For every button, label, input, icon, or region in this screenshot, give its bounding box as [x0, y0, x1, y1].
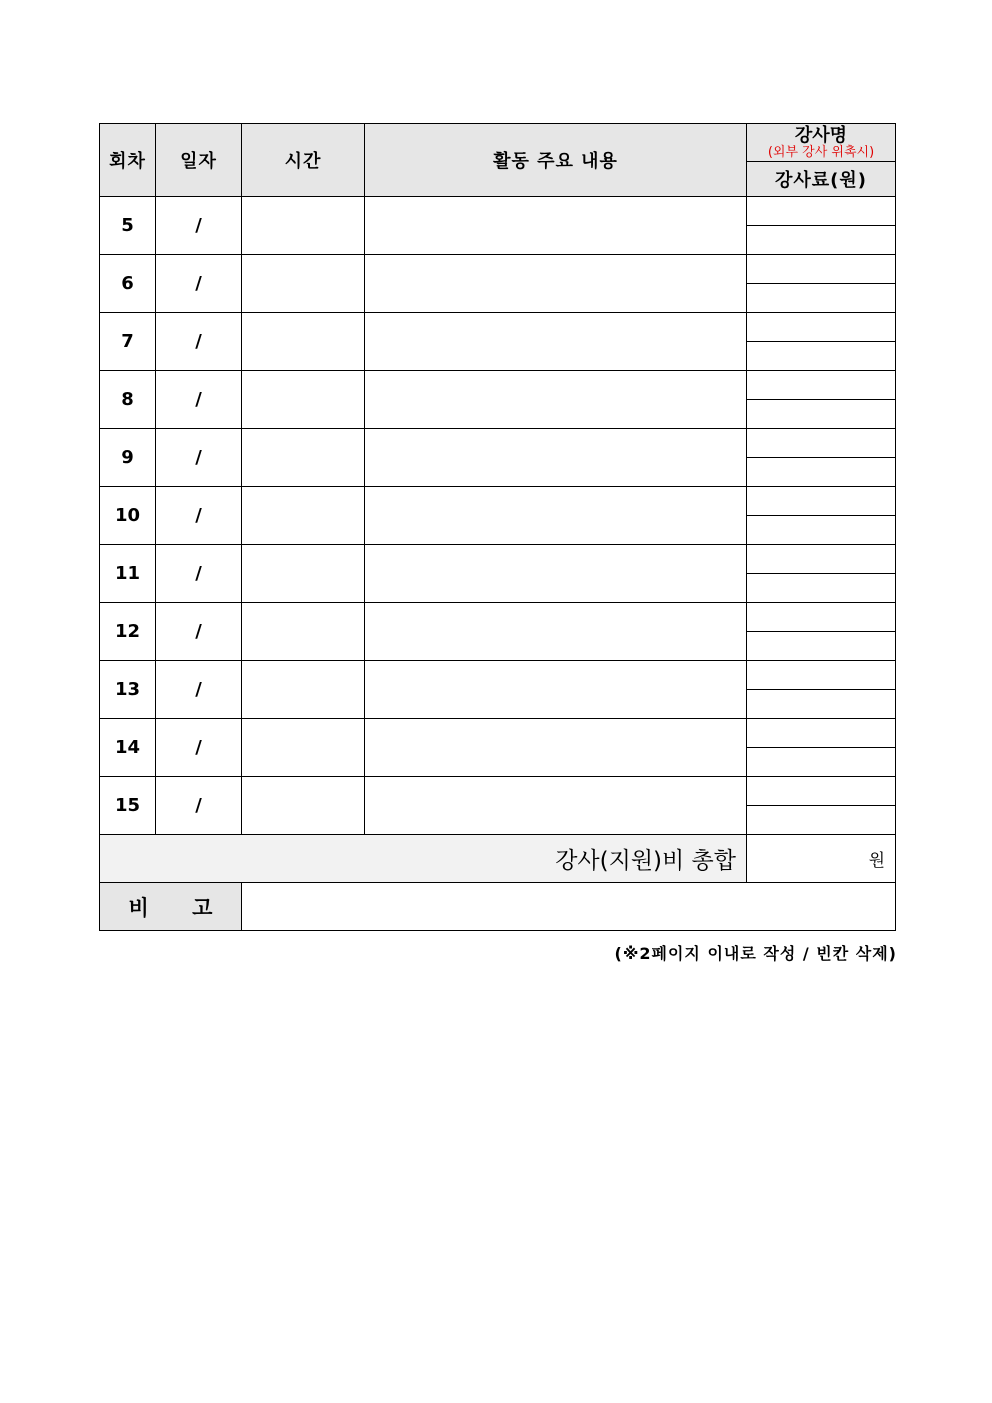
activity-cell[interactable]: [365, 487, 747, 545]
date-cell[interactable]: /: [156, 777, 242, 835]
instructor-name-cell[interactable]: [747, 429, 896, 458]
instructor-fee-cell[interactable]: [747, 342, 896, 371]
instructor-name-cell[interactable]: [747, 545, 896, 574]
activity-cell[interactable]: [365, 603, 747, 661]
time-cell[interactable]: [242, 197, 365, 255]
instructor-name-cell[interactable]: [747, 197, 896, 226]
session-row: [100, 719, 896, 748]
time-cell[interactable]: [242, 661, 365, 719]
header-activity: 활동 주요 내용: [365, 124, 747, 197]
instructor-fee-cell[interactable]: [747, 400, 896, 429]
session-row: [100, 197, 896, 226]
instructor-fee-cell[interactable]: [747, 748, 896, 777]
time-cell[interactable]: [242, 719, 365, 777]
session-row: [100, 313, 896, 342]
date-cell[interactable]: /: [156, 545, 242, 603]
header-row: [100, 124, 896, 162]
session-number-cell: 7: [100, 313, 156, 371]
instructor-fee-cell[interactable]: [747, 574, 896, 603]
remarks-cell[interactable]: [242, 883, 896, 931]
time-cell[interactable]: [242, 777, 365, 835]
header-date: 일자: [156, 124, 242, 197]
date-cell[interactable]: /: [156, 197, 242, 255]
total-label: 강사(지원)비 총합: [100, 835, 747, 883]
session-number-cell: 14: [100, 719, 156, 777]
session-row: [100, 371, 896, 400]
instructor-name-cell[interactable]: [747, 255, 896, 284]
instructor-fee-cell[interactable]: [747, 284, 896, 313]
remarks-label: 비 고: [100, 883, 242, 931]
session-number-cell: 9: [100, 429, 156, 487]
activity-plan-sheet: [99, 123, 895, 931]
session-number-cell: 10: [100, 487, 156, 545]
session-row: [100, 429, 896, 458]
instructor-fee-cell[interactable]: [747, 458, 896, 487]
time-cell[interactable]: [242, 313, 365, 371]
date-cell[interactable]: /: [156, 603, 242, 661]
session-number-cell: 6: [100, 255, 156, 313]
instructor-name-cell[interactable]: [747, 313, 896, 342]
footer-note: (※2페이지 이내로 작성 / 빈칸 삭제): [614, 944, 897, 963]
total-amount-cell[interactable]: 원: [747, 835, 896, 883]
instructor-name-cell[interactable]: [747, 719, 896, 748]
activity-cell[interactable]: [365, 719, 747, 777]
time-cell[interactable]: [242, 603, 365, 661]
session-number-cell: 12: [100, 603, 156, 661]
session-number-cell: 15: [100, 777, 156, 835]
activity-cell[interactable]: [365, 429, 747, 487]
activity-cell[interactable]: [365, 371, 747, 429]
header-instructor: [747, 124, 896, 162]
session-number-cell: 5: [100, 197, 156, 255]
instructor-fee-cell[interactable]: [747, 690, 896, 719]
instructor-fee-cell[interactable]: [747, 632, 896, 661]
activity-cell[interactable]: [365, 313, 747, 371]
date-cell[interactable]: /: [156, 661, 242, 719]
instructor-name-cell[interactable]: [747, 371, 896, 400]
session-row: [100, 603, 896, 632]
time-cell[interactable]: [242, 487, 365, 545]
session-row: [100, 255, 896, 284]
instructor-name-cell[interactable]: [747, 777, 896, 806]
instructor-fee-cell[interactable]: [747, 226, 896, 255]
header-time: 시간: [242, 124, 365, 197]
date-cell[interactable]: /: [156, 371, 242, 429]
instructor-name-cell[interactable]: [747, 661, 896, 690]
activity-table: [99, 123, 896, 931]
session-number-cell: 13: [100, 661, 156, 719]
time-cell[interactable]: [242, 545, 365, 603]
instructor-fee-cell[interactable]: [747, 806, 896, 835]
date-cell[interactable]: /: [156, 313, 242, 371]
total-row: [100, 835, 896, 883]
header-instructor-name: 강사명: [794, 124, 848, 146]
header-session: 회차: [100, 124, 156, 197]
session-row: [100, 487, 896, 516]
header-instructor-fee: 강사료(원): [747, 162, 896, 197]
remarks-row: [100, 883, 896, 931]
date-cell[interactable]: /: [156, 487, 242, 545]
instructor-name-cell[interactable]: [747, 487, 896, 516]
instructor-name-cell[interactable]: [747, 603, 896, 632]
session-row: [100, 777, 896, 806]
time-cell[interactable]: [242, 371, 365, 429]
date-cell[interactable]: /: [156, 719, 242, 777]
date-cell[interactable]: /: [156, 429, 242, 487]
activity-cell[interactable]: [365, 777, 747, 835]
session-number-cell: 11: [100, 545, 156, 603]
activity-cell[interactable]: [365, 661, 747, 719]
instructor-fee-cell[interactable]: [747, 516, 896, 545]
date-cell[interactable]: /: [156, 255, 242, 313]
time-cell[interactable]: [242, 429, 365, 487]
header-instructor-note: (외부 강사 위촉시): [767, 144, 875, 160]
activity-cell[interactable]: [365, 545, 747, 603]
session-number-cell: 8: [100, 371, 156, 429]
session-row: [100, 661, 896, 690]
activity-cell[interactable]: [365, 197, 747, 255]
session-row: [100, 545, 896, 574]
activity-cell[interactable]: [365, 255, 747, 313]
time-cell[interactable]: [242, 255, 365, 313]
